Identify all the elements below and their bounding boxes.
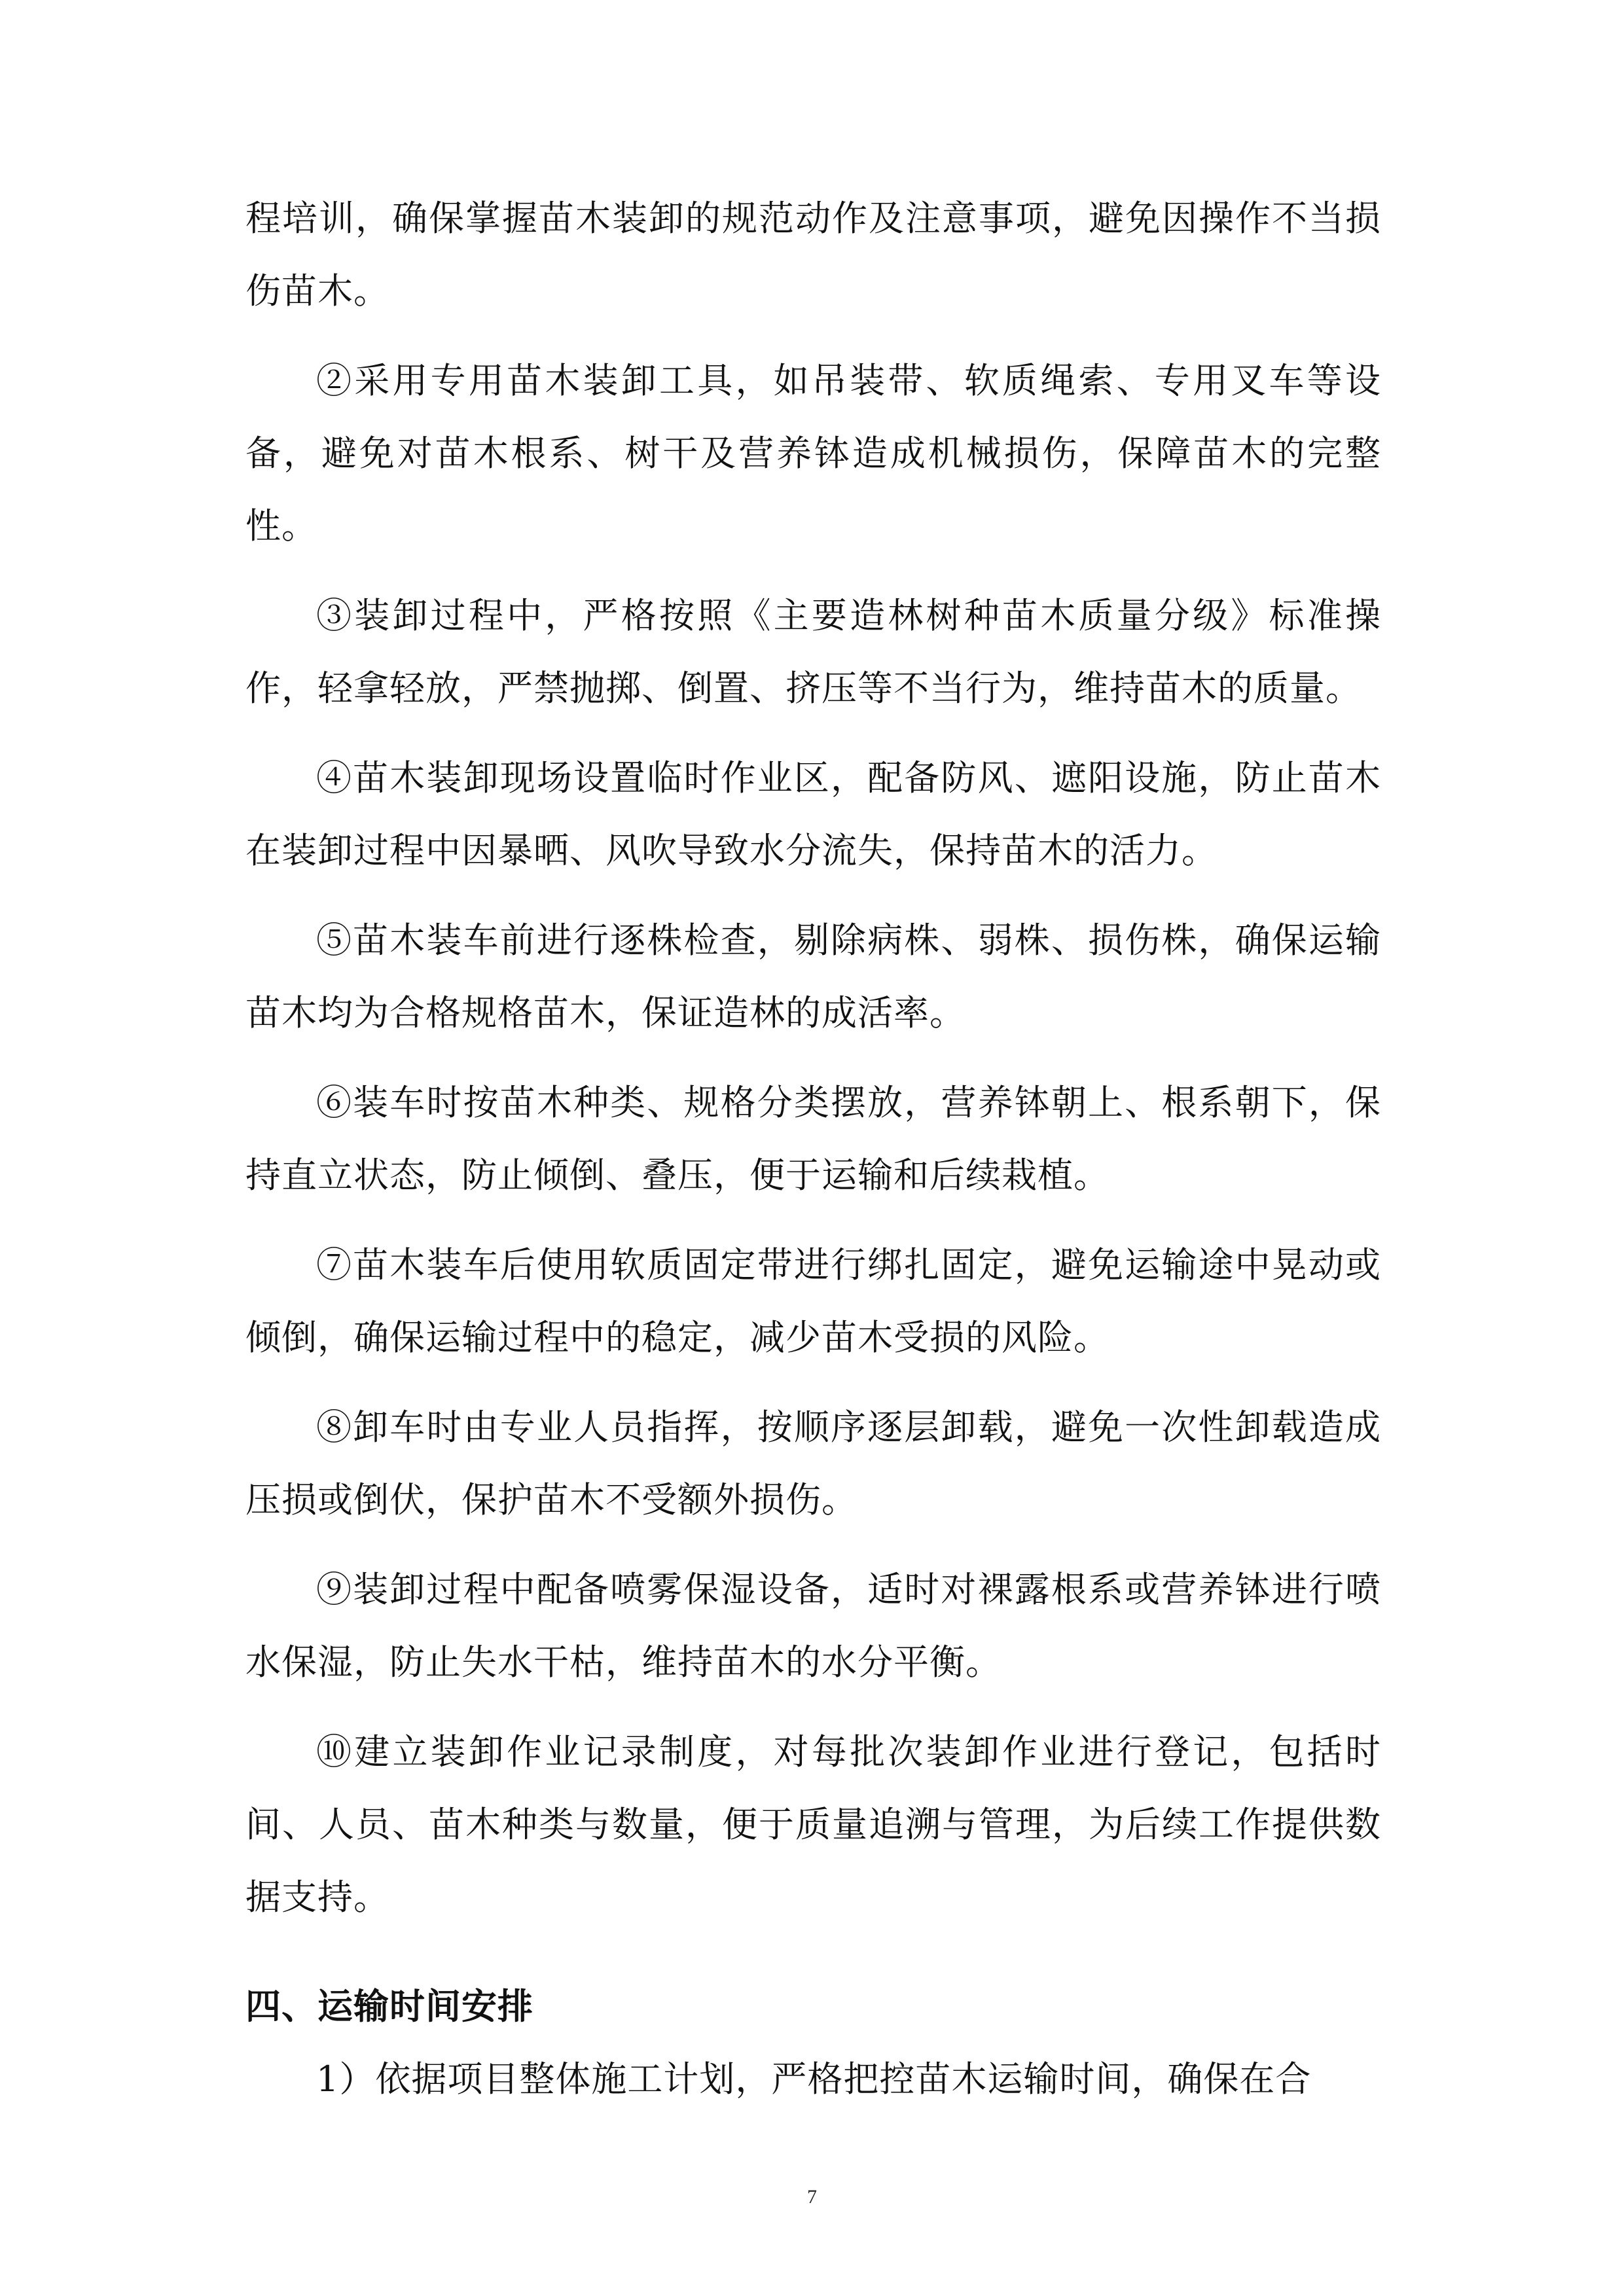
paragraph-item-7: ⑦苗木装车后使用软质固定带进行绑扎固定，避免运输途中晃动或倾倒，确保运输过程中的稳定，减少苗木受损的风险。 bbox=[245, 1244, 1381, 1358]
paragraph-transport-1: 1）依据项目整体施工计划，严格把控苗木运输时间，确保在合 bbox=[316, 2058, 1312, 2100]
paragraph-item-5: ⑤苗木装车前进行逐株检查，剔除病株、弱株、损伤株，确保运输苗木均为合格规格苗木，保证造林的成活率。 bbox=[245, 920, 1381, 1033]
paragraph-item-9: ⑨装卸过程中配备喷雾保湿设备，适时对裸露根系或营养钵进行喷水保湿，防止失水干枯，维持苗木的水分平衡。 bbox=[245, 1569, 1381, 1683]
paragraph-item-10: ⑩建立装卸作业记录制度，对每批次装卸作业进行登记，包括时间、人员、苗木种类与数量，便于质量追溯与管理，为后续工作提供数据支持。 bbox=[245, 1731, 1381, 1918]
section-heading: 四、运输时间安排 bbox=[245, 1985, 533, 2027]
paragraph-item-4: ④苗木装卸现场设置临时作业区，配备防风、遮阳设施，防止苗木在装卸过程中因暴晒、风吹导致水分流失，保持苗木的活力。 bbox=[245, 757, 1381, 871]
paragraph-continuation: 程培训，确保掌握苗木装卸的规范动作及注意事项，避免因操作不当损伤苗木。 bbox=[245, 198, 1381, 312]
page-body bbox=[245, 182, 1381, 2132]
paragraph-item-8: ⑧卸车时由专业人员指挥，按顺序逐层卸载，避免一次性卸载造成压损或倒伏，保护苗木不受额外损伤。 bbox=[245, 1407, 1381, 1520]
page-number: 7 bbox=[807, 2186, 817, 2208]
paragraph-item-3: ③装卸过程中，严格按照《主要造林树种苗木质量分级》标准操作，轻拿轻放，严禁抛掷、倒置、挤压等不当行为，维持苗木的质量。 bbox=[245, 595, 1381, 709]
paragraph-item-6: ⑥装车时按苗木种类、规格分类摆放，营养钵朝上、根系朝下，保持直立状态，防止倾倒、叠压，便于运输和后续栽植。 bbox=[245, 1082, 1381, 1196]
paragraph-item-2: ②采用专用苗木装卸工具，如吊装带、软质绳索、专用叉车等设备，避免对苗木根系、树干及营养钵造成机械损伤，保障苗木的完整性。 bbox=[245, 360, 1381, 547]
